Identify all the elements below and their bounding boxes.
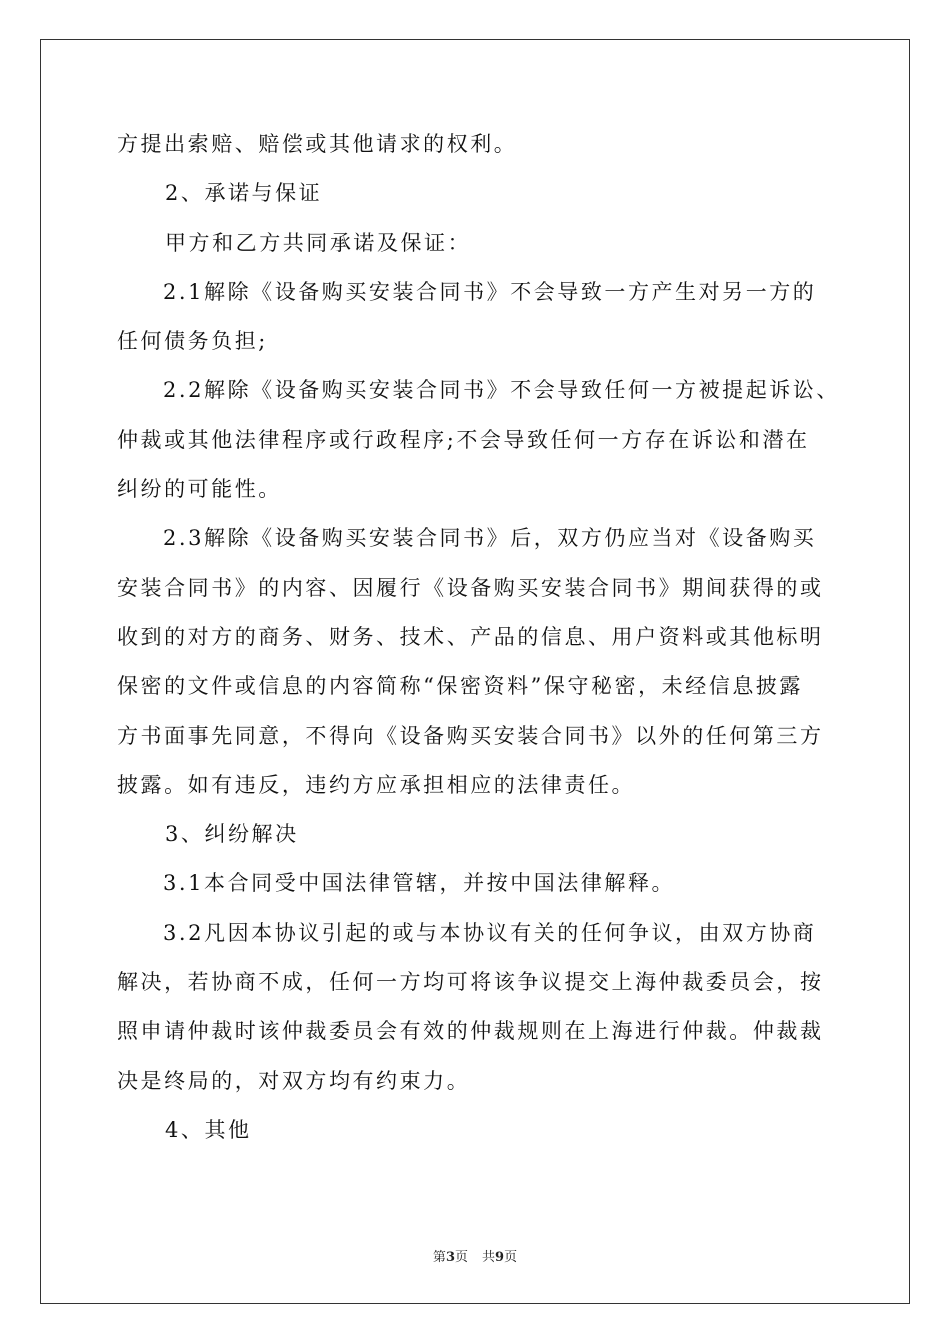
footer-total-prefix: 共: [482, 1250, 496, 1265]
footer-total-suffix: 页: [504, 1250, 518, 1265]
section-heading-4: 4、其他: [165, 1117, 252, 1142]
section-heading-2: 2、承诺与保证: [165, 181, 323, 206]
clause-2-1-line-2: 任何债务负担;: [117, 329, 268, 354]
clause-2-2-line-2: 仲裁或其他法律程序或行政程序;不会导致任何一方存在诉讼和潜在: [117, 427, 810, 452]
clause-3-2-line-2: 解决，若协商不成，任何一方均可将该争议提交上海仲裁委员会，按: [117, 970, 824, 995]
page-footer: [0, 1246, 950, 1265]
clause-2-3-line-4: 保密的文件或信息的内容简称“保密资料”保守秘密，未经信息披露: [117, 674, 803, 699]
clause-3-2-line-4: 决是终局的，对双方均有约束力。: [117, 1068, 471, 1093]
clause-2-2-line-3: 纠纷的可能性。: [117, 477, 282, 502]
footer-total-pages: 9: [495, 1250, 505, 1265]
clause-2-3-line-5: 方书面事先同意，不得向《设备购买安装合同书》以外的任何第三方: [117, 723, 824, 748]
clause-3-2-line-1: 3.2凡因本协议引起的或与本协议有关的任何争议，由双方协商: [163, 920, 817, 945]
paragraph-intro: 甲方和乙方共同承诺及保证：: [165, 230, 472, 255]
footer-page-suffix: 页: [454, 1250, 468, 1265]
clause-2-1-line-1: 2.1解除《设备购买安装合同书》不会导致一方产生对另一方的: [163, 279, 817, 304]
clause-3-1: 3.1本合同受中国法律管辖，并按中国法律解释。: [163, 871, 676, 896]
clause-3-2-line-3: 照申请仲裁时该仲裁委员会有效的仲裁规则在上海进行仲裁。仲裁裁: [117, 1019, 824, 1044]
document-body: [117, 120, 840, 1155]
footer-page-number: 3: [445, 1250, 455, 1265]
clause-2-3-line-1: 2.3解除《设备购买安装合同书》后，双方仍应当对《设备购买: [163, 526, 817, 551]
clause-2-3-line-2: 安装合同书》的内容、因履行《设备购买安装合同书》期间获得的或: [117, 575, 824, 600]
paragraph-line-continuation: 方提出索赔、赔偿或其他请求的权利。: [117, 132, 518, 156]
clause-2-2-line-1: 2.2解除《设备购买安装合同书》不会导致任何一方被提起诉讼、: [163, 378, 840, 403]
clause-2-3-line-3: 收到的对方的商务、财务、技术、产品的信息、用户资料或其他标明: [117, 624, 824, 649]
section-heading-3: 3、纠纷解决: [165, 822, 299, 847]
footer-page-prefix: 第: [432, 1250, 446, 1265]
clause-2-3-line-6: 披露。如有违反，违约方应承担相应的法律责任。: [117, 772, 636, 797]
